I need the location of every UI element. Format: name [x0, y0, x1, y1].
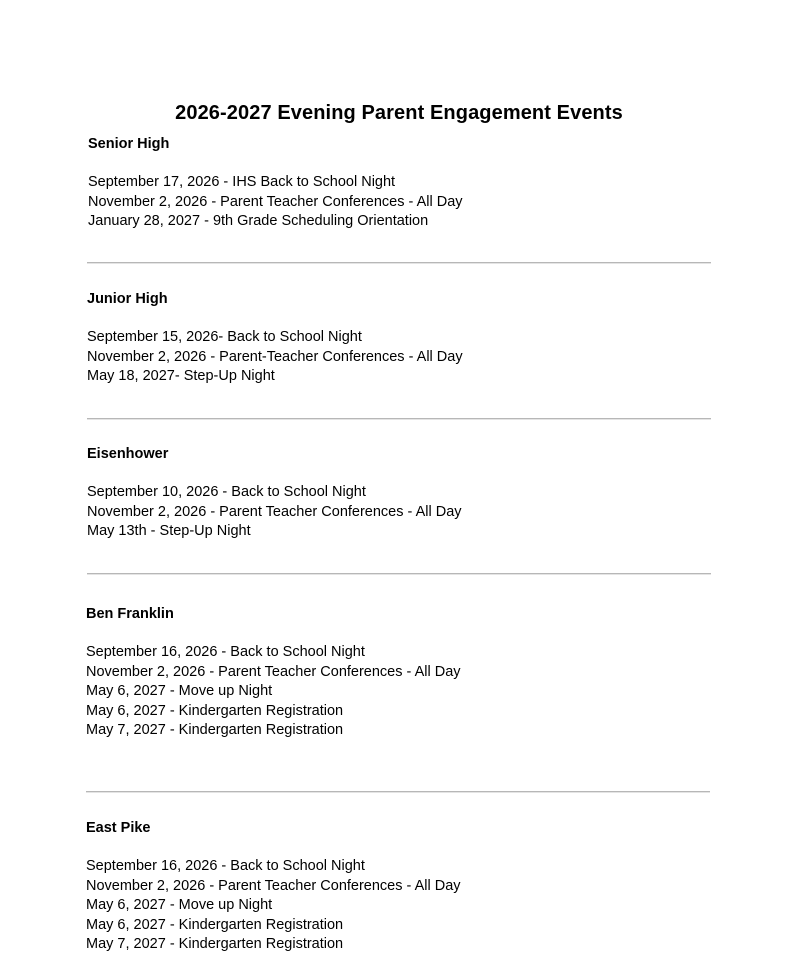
- section-east-pike: [86, 819, 716, 955]
- event-item: November 2, 2026 - Parent Teacher Conferences - All Day: [86, 877, 461, 894]
- section-senior-high: [88, 135, 718, 232]
- section-divider: [87, 262, 711, 264]
- event-item: September 15, 2026- Back to School Night: [87, 329, 362, 345]
- section-heading: Junior High: [87, 291, 168, 307]
- section-heading: Senior High: [88, 136, 170, 152]
- section-divider: [87, 418, 711, 420]
- event-item: November 2, 2026 - Parent Teacher Conferences - All Day: [88, 193, 463, 210]
- event-list: [87, 483, 717, 542]
- event-list: [87, 328, 717, 387]
- event-item: September 16, 2026 - Back to School Night: [86, 858, 365, 874]
- event-item: May 6, 2027 - Move up Night: [86, 897, 273, 913]
- event-item: September 10, 2026 - Back to School Night: [87, 484, 366, 500]
- event-list: [86, 643, 716, 741]
- event-item: May 13th - Step-Up Night: [87, 523, 251, 539]
- event-item: September 17, 2026 - IHS Back to School Night: [88, 174, 396, 190]
- event-item: May 6, 2027 - Kindergarten Registration: [86, 916, 344, 933]
- event-item: September 16, 2026 - Back to School Night: [86, 644, 365, 660]
- section-heading: Ben Franklin: [86, 606, 174, 622]
- section-heading: Eisenhower: [87, 446, 169, 462]
- section-ben-franklin: [86, 605, 716, 741]
- section-divider: [86, 791, 710, 793]
- event-item: May 7, 2027 - Kindergarten Registration: [86, 936, 344, 952]
- event-list: [88, 173, 718, 232]
- event-item: November 2, 2026 - Parent Teacher Conferences - All Day: [87, 503, 462, 520]
- event-item: May 18, 2027- Step-Up Night: [87, 368, 275, 384]
- section-eisenhower: [87, 445, 717, 542]
- event-list: [86, 857, 716, 955]
- event-item: November 2, 2026 - Parent Teacher Conferences - All Day: [86, 663, 461, 680]
- event-item: May 6, 2027 - Kindergarten Registration: [86, 702, 344, 719]
- section-junior-high: [87, 290, 717, 387]
- section-heading: East Pike: [86, 820, 151, 836]
- event-item: January 28, 2027 - 9th Grade Scheduling Orientation: [88, 213, 429, 229]
- event-item: May 7, 2027 - Kindergarten Registration: [86, 722, 344, 738]
- section-divider: [87, 573, 711, 575]
- event-item: November 2, 2026 - Parent-Teacher Conferences - All Day: [87, 348, 463, 365]
- page-title: 2026-2027 Evening Parent Engagement Events: [175, 102, 623, 125]
- event-item: May 6, 2027 - Move up Night: [86, 683, 273, 699]
